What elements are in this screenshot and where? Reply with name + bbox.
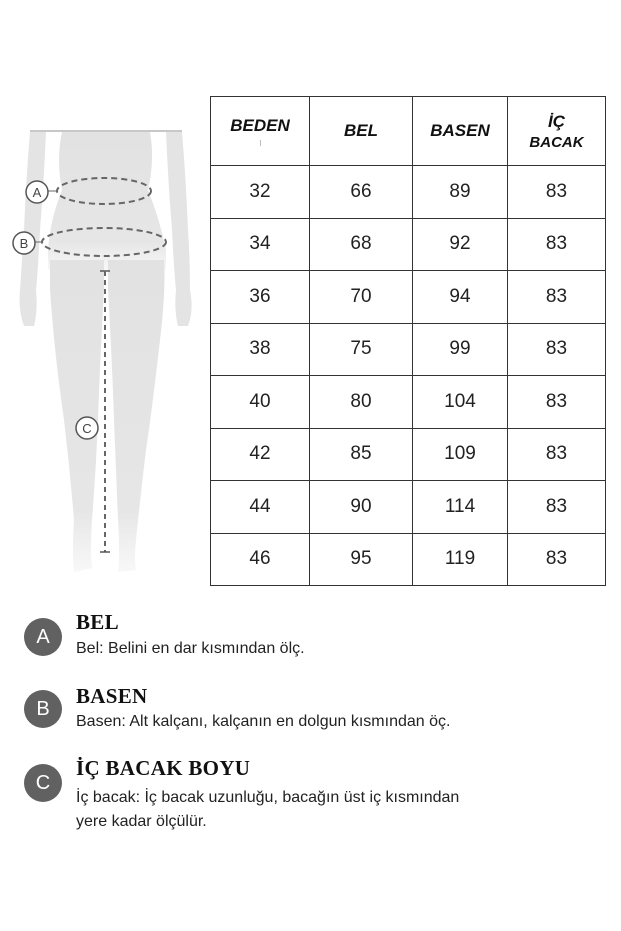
left-leg-shape	[50, 260, 104, 572]
cell-hip: 114	[413, 481, 508, 534]
legend-title-hip: BASEN	[76, 684, 148, 708]
header-waist: BEL	[310, 97, 413, 166]
cell-size: 44	[211, 481, 310, 534]
left-arm-shape	[20, 132, 47, 326]
table-row	[211, 481, 606, 534]
cell-hip: 99	[413, 323, 508, 376]
cell-size: 34	[211, 218, 310, 271]
right-leg-shape	[108, 260, 165, 572]
table-row	[211, 271, 606, 324]
table-row	[211, 323, 606, 376]
cell-inseam: 83	[508, 271, 606, 324]
cell-hip: 94	[413, 271, 508, 324]
legend-title-inseam: İÇ BACAK BOYU	[76, 756, 251, 780]
header-hip: BASEN	[413, 97, 508, 166]
cell-size: 46	[211, 533, 310, 586]
table-row	[211, 376, 606, 429]
badge-a: A	[24, 618, 62, 656]
header-inseam-line2: BACAK	[529, 133, 584, 151]
cell-waist: 66	[310, 166, 413, 219]
cell-size: 32	[211, 166, 310, 219]
cell-inseam: 83	[508, 533, 606, 586]
cell-hip: 104	[413, 376, 508, 429]
legend-title-waist: BEL	[76, 610, 119, 634]
cell-waist: 90	[310, 481, 413, 534]
body-silhouette-figure	[0, 120, 205, 590]
legend-desc-line: yere kadar ölçülür.	[76, 813, 207, 830]
legend-desc-line: İç bacak: İç bacak uzunluğu, bacağın üst iç kısmından	[76, 789, 460, 806]
cell-waist: 85	[310, 428, 413, 481]
cell-hip: 92	[413, 218, 508, 271]
legend-desc-line: Bel: Belini en dar kısmından ölç.	[76, 640, 305, 657]
marker-a-label: A	[32, 185, 42, 200]
cell-inseam: 83	[508, 428, 606, 481]
cell-waist: 68	[310, 218, 413, 271]
header-inseam-line1: İÇ	[548, 111, 565, 131]
legend-desc-line: Basen: Alt kalçanı, kalçanın en dolgun kısmından öç.	[76, 713, 451, 730]
cell-waist: 75	[310, 323, 413, 376]
header-tick-mark	[260, 140, 261, 146]
table-row	[211, 428, 606, 481]
legend-desc-inseam	[76, 786, 576, 834]
cell-hip: 109	[413, 428, 508, 481]
cell-inseam: 83	[508, 218, 606, 271]
right-arm-shape	[166, 132, 192, 326]
table-header-row	[211, 97, 606, 166]
cell-inseam: 83	[508, 376, 606, 429]
header-size-label: BEDEN	[230, 116, 290, 135]
cell-hip: 119	[413, 533, 508, 586]
cell-size: 38	[211, 323, 310, 376]
cell-hip: 89	[413, 166, 508, 219]
cell-size: 40	[211, 376, 310, 429]
header-inseam	[508, 97, 606, 166]
cell-inseam: 83	[508, 323, 606, 376]
cell-waist: 80	[310, 376, 413, 429]
table-row	[211, 533, 606, 586]
cell-inseam: 83	[508, 481, 606, 534]
header-size	[211, 97, 310, 166]
cell-size: 36	[211, 271, 310, 324]
cell-waist: 70	[310, 271, 413, 324]
torso-shape	[48, 132, 166, 270]
marker-b-label: B	[19, 236, 29, 251]
badge-b: B	[24, 690, 62, 728]
cell-inseam: 83	[508, 166, 606, 219]
table-row	[211, 166, 606, 219]
cell-waist: 95	[310, 533, 413, 586]
legend-desc-waist	[76, 637, 576, 661]
cell-size: 42	[211, 428, 310, 481]
table-row	[211, 218, 606, 271]
size-chart-table	[210, 96, 606, 586]
marker-c-label: C	[82, 421, 92, 436]
legend-desc-hip	[76, 710, 576, 734]
badge-c: C	[24, 764, 62, 802]
